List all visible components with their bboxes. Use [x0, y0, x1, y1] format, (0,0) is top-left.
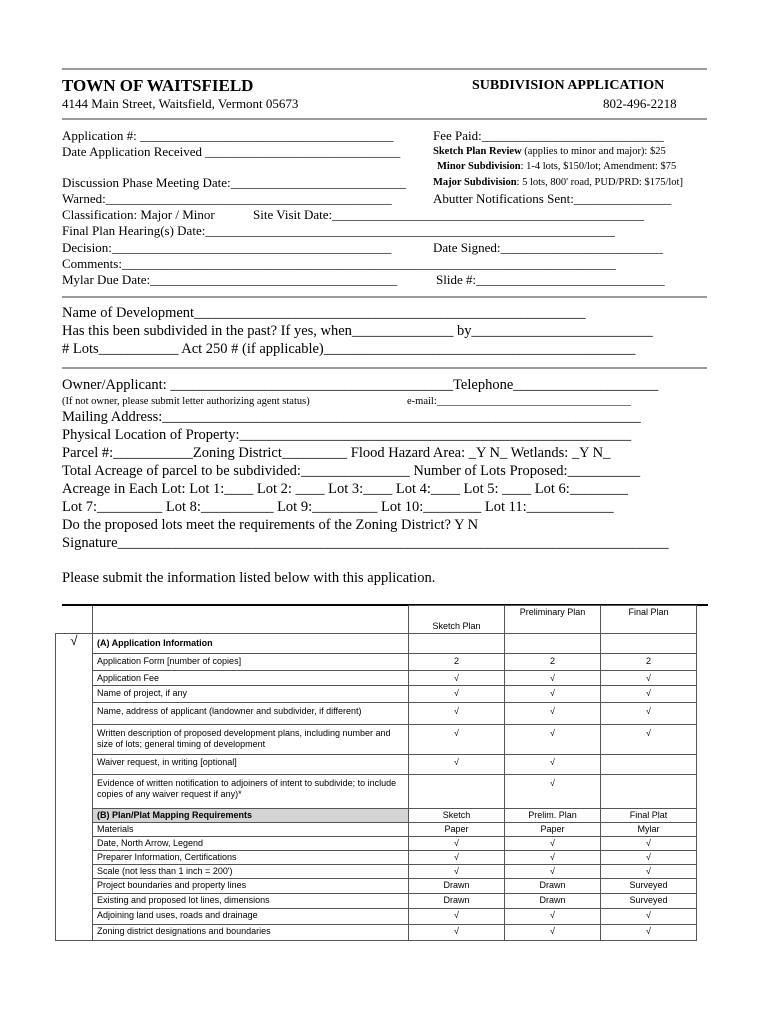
row-spacer: [56, 809, 93, 823]
requirements-table: [55, 605, 697, 941]
requirement-f: Surveyed: [601, 894, 697, 909]
requirement-desc: Application Fee: [93, 671, 409, 686]
requirement-p: √: [505, 925, 601, 941]
row-spacer: [56, 909, 93, 925]
requirement-f: √: [601, 671, 697, 686]
development-name-field[interactable]: Name of Development______________________________________________________: [62, 305, 586, 321]
requirement-f: √: [601, 925, 697, 941]
section-b-p: Prelim. Plan: [505, 809, 601, 823]
instructions-text: Please submit the information listed below with this application.: [62, 570, 436, 586]
row-spacer: [56, 703, 93, 725]
town-name: TOWN OF WAITSFIELD: [62, 76, 254, 95]
requirement-f: √: [601, 837, 697, 851]
site-visit-field[interactable]: Site Visit Date:________________________________________________: [253, 207, 645, 222]
requirement-p: √: [505, 703, 601, 725]
total-acreage-field[interactable]: Total Acreage of parcel to be subdivided:_______________ Number of Lots Proposed:__________: [62, 463, 641, 479]
town-address: 4144 Main Street, Waitsfield, Vermont 05673: [62, 96, 299, 111]
table-row: [56, 671, 697, 686]
discussion-date-field[interactable]: Discussion Phase Meeting Date:___________________________: [62, 175, 407, 190]
requirement-p: √: [505, 671, 601, 686]
section-a-title: (A) Application Information: [93, 634, 409, 654]
application-number-field[interactable]: Application #: _______________________________________: [62, 128, 394, 143]
requirement-desc: Application Form [number of copies]: [93, 654, 409, 671]
requirement-s: 2: [409, 654, 505, 671]
requirement-desc: Date, North Arrow, Legend: [93, 837, 409, 851]
acreage-lots-7-11-field[interactable]: Lot 7:_________ Lot 8:__________ Lot 9:_________ Lot 10:________ Lot 11:____________: [62, 499, 614, 515]
physical-location-field[interactable]: Physical Location of Property:______________________________________________________: [62, 427, 632, 443]
parcel-zoning-field[interactable]: Parcel #:___________Zoning District_________ Flood Hazard Area: _Y N_ Wetlands: _Y N_: [62, 445, 611, 461]
section-b-row: [56, 809, 697, 823]
requirement-f: Mylar: [601, 823, 697, 837]
table-row: [56, 823, 697, 837]
requirement-p: Drawn: [505, 894, 601, 909]
requirement-desc: Written description of proposed development plans, including number and size of lots; general timing of development: [93, 725, 409, 755]
header-rule: [62, 118, 707, 120]
requirement-f: [601, 755, 697, 775]
row-spacer: [56, 837, 93, 851]
row-spacer: [56, 686, 93, 703]
requirement-s: √: [409, 686, 505, 703]
major-fee-note: Major Subdivision: 5 lots, 800' road, PUD/PRD: $175/lot]: [433, 177, 683, 188]
row-spacer: [56, 725, 93, 755]
row-spacer: [56, 879, 93, 894]
requirement-desc: Name, address of applicant (landowner and subdivider, if different): [93, 703, 409, 725]
requirement-f: √: [601, 851, 697, 865]
requirement-f: √: [601, 686, 697, 703]
requirement-p: √: [505, 686, 601, 703]
requirement-desc: Waiver request, in writing [optional]: [93, 755, 409, 775]
requirement-s: √: [409, 851, 505, 865]
requirement-f: 2: [601, 654, 697, 671]
requirement-s: √: [409, 909, 505, 925]
date-received-field[interactable]: Date Application Received ______________________________: [62, 144, 401, 159]
town-phone: 802-496-2218: [603, 96, 677, 111]
section-b-title: (B) Plan/Plat Mapping Requirements: [93, 809, 409, 823]
admin-rule: [62, 296, 707, 298]
comments-field[interactable]: Comments:____________________________________________________________________________: [62, 256, 616, 271]
section-b-s: Sketch: [409, 809, 505, 823]
requirement-s: Paper: [409, 823, 505, 837]
requirement-p: √: [505, 851, 601, 865]
requirement-s: √: [409, 671, 505, 686]
requirement-desc: Preparer Information, Certifications: [93, 851, 409, 865]
lots-act250-field[interactable]: # Lots___________ Act 250 # (if applicable)___________________________________________: [62, 341, 636, 357]
requirement-p: √: [505, 755, 601, 775]
requirement-p: √: [505, 837, 601, 851]
email-field[interactable]: e-mail:_____________________________________: [407, 396, 631, 407]
table-header-row: [56, 606, 697, 634]
slide-field[interactable]: Slide #:_____________________________: [436, 272, 665, 287]
sketch-fee-note: Sketch Plan Review (applies to minor and major): $25: [433, 146, 666, 157]
warned-field[interactable]: Warned:____________________________________________: [62, 191, 392, 206]
minor-fee-note: Minor Subdivision: 1-4 lots, $150/lot; Amendment: $75: [437, 161, 677, 172]
requirement-s: √: [409, 837, 505, 851]
mylar-due-field[interactable]: Mylar Due Date:______________________________________: [62, 272, 398, 287]
fee-paid-field[interactable]: Fee Paid:____________________________: [433, 128, 664, 143]
table-row: [56, 909, 697, 925]
requirement-f: √: [601, 725, 697, 755]
abutter-field[interactable]: Abutter Notifications Sent:_______________: [433, 191, 672, 206]
requirement-p: √: [505, 909, 601, 925]
requirement-desc: Name of project, if any: [93, 686, 409, 703]
requirement-desc: Adjoining land uses, roads and drainage: [93, 909, 409, 925]
row-spacer: [56, 755, 93, 775]
requirement-s: √: [409, 865, 505, 879]
document-title: SUBDIVISION APPLICATION: [472, 78, 665, 93]
requirement-s: √: [409, 755, 505, 775]
requirement-f: [601, 775, 697, 809]
requirement-desc: Scale (not less than 1 inch = 200'): [93, 865, 409, 879]
table-row: [56, 686, 697, 703]
requirement-p: √: [505, 725, 601, 755]
classification-field[interactable]: Classification: Major / Minor: [62, 207, 215, 222]
requirement-desc: Existing and proposed lot lines, dimensions: [93, 894, 409, 909]
date-signed-field[interactable]: Date Signed:_________________________: [433, 240, 664, 255]
table-row: [56, 725, 697, 755]
requirement-p: Drawn: [505, 879, 601, 894]
table-row: [56, 894, 697, 909]
owner-applicant-field[interactable]: Owner/Applicant: _______________________________________Telephone____________________: [62, 377, 659, 393]
table-row: [56, 654, 697, 671]
final-plan-hearing-field[interactable]: Final Plan Hearing(s) Date:_______________________________________________________________: [62, 223, 615, 238]
requirement-f: √: [601, 703, 697, 725]
decision-field[interactable]: Decision:___________________________________________: [62, 240, 392, 255]
requirement-p: Paper: [505, 823, 601, 837]
top-rule: [62, 68, 707, 70]
acreage-each-lot-field[interactable]: Acreage in Each Lot: Lot 1:____ Lot 2: ____ Lot 3:____ Lot 4:____ Lot 5: ____ Lot 6:________: [62, 481, 628, 497]
signature-field[interactable]: Signature____________________________________________________________________________: [62, 535, 669, 551]
col-preliminary-plan: Preliminary Plan: [505, 606, 601, 634]
col-sketch-plan: Sketch Plan: [409, 606, 505, 634]
row-spacer: [56, 894, 93, 909]
zoning-question[interactable]: Do the proposed lots meet the requirements of the Zoning District? Y N: [62, 517, 479, 533]
row-spacer: [56, 775, 93, 809]
section-b-f: Final Plat: [601, 809, 697, 823]
requirement-desc: Evidence of written notification to adjoiners of intent to subdivide; to include copies of any waiver request if any)*: [93, 775, 409, 809]
row-spacer: [56, 925, 93, 941]
check-icon: √: [56, 634, 93, 654]
requirement-f: √: [601, 909, 697, 925]
development-rule: [62, 367, 707, 369]
table-row: [56, 865, 697, 879]
table-row: [56, 837, 697, 851]
mailing-address-field[interactable]: Mailing Address:__________________________________________________________________: [62, 409, 641, 425]
requirement-s: [409, 775, 505, 809]
row-spacer: [56, 823, 93, 837]
requirement-desc: Project boundaries and property lines: [93, 879, 409, 894]
table-row: [56, 775, 697, 809]
requirement-s: Drawn: [409, 879, 505, 894]
requirement-s: Drawn: [409, 894, 505, 909]
requirement-p: √: [505, 865, 601, 879]
requirement-p: 2: [505, 654, 601, 671]
table-row: [56, 851, 697, 865]
table-row: [56, 925, 697, 941]
row-spacer: [56, 671, 93, 686]
col-final-plan: Final Plan: [601, 606, 697, 634]
table-row: [56, 703, 697, 725]
subdivided-past-field[interactable]: Has this been subdivided in the past? If yes, when______________ by_________________________: [62, 323, 653, 339]
table-row: [56, 879, 697, 894]
requirement-desc: Zoning district designations and boundaries: [93, 925, 409, 941]
requirement-s: √: [409, 925, 505, 941]
requirement-s: √: [409, 703, 505, 725]
requirement-s: √: [409, 725, 505, 755]
requirement-desc: Materials: [93, 823, 409, 837]
table-row: [56, 755, 697, 775]
requirement-f: Surveyed: [601, 879, 697, 894]
row-spacer: [56, 654, 93, 671]
owner-note: (If not owner, please submit letter authorizing agent status): [62, 396, 310, 407]
requirement-f: √: [601, 865, 697, 879]
row-spacer: [56, 851, 93, 865]
requirement-p: √: [505, 775, 601, 809]
row-spacer: [56, 865, 93, 879]
section-a-row: [56, 634, 697, 654]
